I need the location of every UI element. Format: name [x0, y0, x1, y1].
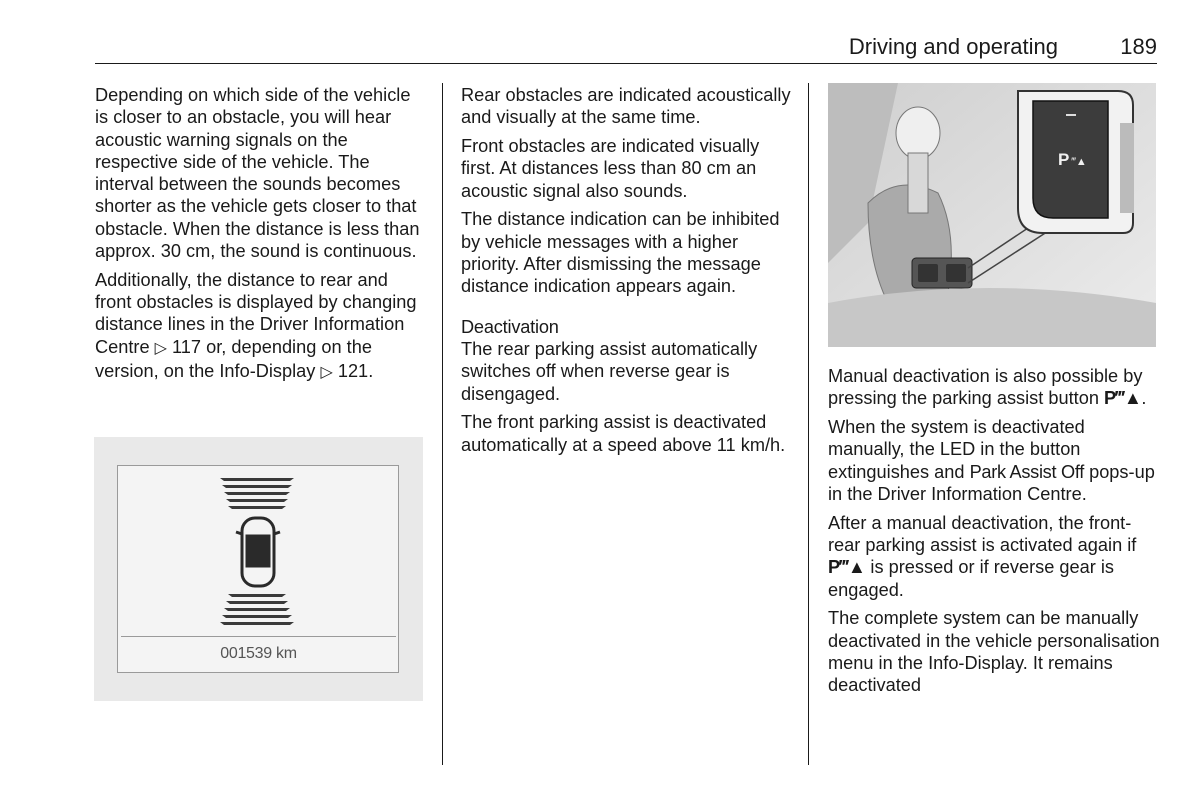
- column-2: [461, 84, 796, 462]
- svg-text:‴▲: ‴▲: [1072, 156, 1087, 168]
- page-number: 189: [1120, 34, 1157, 59]
- header-divider: [95, 63, 1157, 64]
- paragraph-text: Manual deactivation is also possible by pressing the parking assist button: [828, 366, 1143, 409]
- column-divider-1: [442, 83, 443, 765]
- paragraph-text: pops-up in the Driver Information Centre.: [828, 461, 1155, 504]
- page-ref-link[interactable]: 121: [337, 361, 369, 382]
- console-illustration: [828, 83, 1156, 347]
- parking-distance-graphic: [118, 466, 398, 636]
- parking-assist-button-photo: [828, 83, 1156, 347]
- paragraph-front-obstacles: Front obstacles are indicated visually first. At distances less than 80 cm an acoustic signal also sounds.: [461, 136, 760, 201]
- deactivation-heading: Deactivation: [461, 316, 559, 337]
- paragraph-text: is pressed or if reverse gear is engaged.: [828, 557, 1115, 600]
- odometer-divider: [121, 636, 396, 637]
- paragraph-distance-display: Additionally, the distance to rear and front obstacles is displayed by changing distance lines in the Driver Information Centre ▷ 117 or, depending on the version, on the Info-Display ▷ 121.: [95, 269, 417, 382]
- paragraph-acoustic-warning: Depending on which side of the vehicle is closer to an obstacle, you will hear acoustic warning signals on the respective side of the vehicle. The interval between the sounds becomes shorter as the vehicle gets closer to that obstacle. When the distance is less than approx. 30 cm, the sound is continuous.: [95, 85, 420, 262]
- paragraph-text: After a manual deactivation, the front-rear parking assist is activated again if: [828, 512, 1137, 556]
- paragraph-distance-inhibited: The distance indication can be inhibited by vehicle messages with a higher priority. After dismissing the message distance indication appears again.: [461, 209, 780, 297]
- park-assist-off-message: Park Assist Off: [969, 461, 1085, 482]
- odometer-readout: 001539 km: [220, 645, 297, 662]
- page-ref-arrow-icon: ▷: [320, 364, 333, 382]
- paragraph-rear-obstacles: Rear obstacles are indicated acoustically and visually at the same time.: [461, 85, 791, 128]
- paragraph-personalisation-menu: The complete system can be manually deactivated in the vehicle personalisation menu in the Info-Display. It remains deactivated: [828, 608, 1160, 696]
- parking-assist-button-symbol: P‴▲: [1104, 388, 1142, 409]
- column-3: [828, 365, 1163, 703]
- section-title: Driving and operating: [848, 34, 1058, 59]
- paragraph-rear-auto-off: The rear parking assist automatically switches off when reverse gear is disengaged.: [461, 338, 758, 404]
- column-divider-2: [808, 83, 809, 765]
- page-ref-link[interactable]: 117: [172, 336, 202, 357]
- paragraph-manual-deactivation: Manual deactivation is also possible by pressing the parking assist button P‴▲.: [828, 366, 1147, 409]
- car-top-view-icon: [236, 518, 280, 586]
- rear-distance-lines: [220, 594, 294, 625]
- page-ref-arrow-icon: ▷: [154, 339, 167, 357]
- parking-assist-button-symbol: P‴▲: [828, 557, 866, 578]
- paragraph-front-auto-off: The front parking assist is deactivated automatically at a speed above 11 km/h.: [461, 412, 786, 455]
- paragraph-led-extinguishes: [828, 416, 1163, 505]
- display-screen: [117, 465, 399, 673]
- svg-text:P: P: [1058, 150, 1070, 169]
- paragraph-text: When the system is deactivated manually, the LED in the button extinguishes and: [828, 417, 1085, 482]
- paragraph-text: or, depending on the version, on the Info-Display: [95, 336, 372, 382]
- column-1: [95, 84, 427, 391]
- paragraph-text: Additionally, the distance to rear and front obstacles is displayed by changing distance lines in the Driver Information Centre: [95, 269, 417, 357]
- paragraph-reactivation: [828, 512, 1163, 601]
- front-distance-lines: [220, 478, 294, 509]
